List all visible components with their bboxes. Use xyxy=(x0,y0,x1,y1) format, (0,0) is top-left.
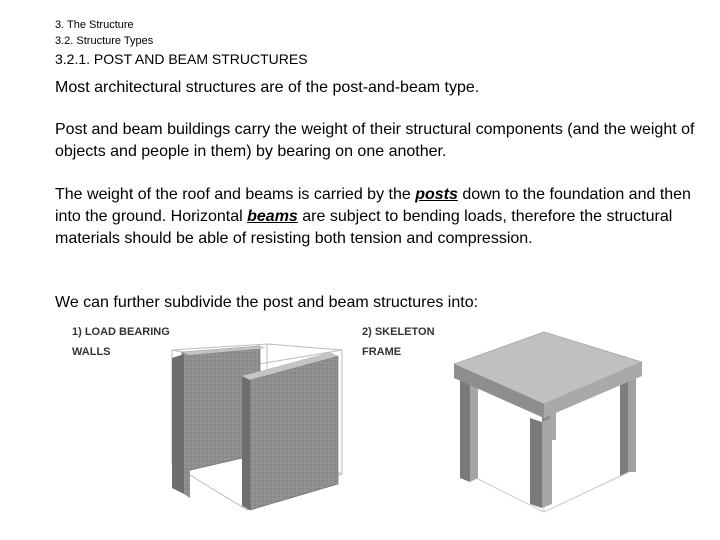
skeleton-frame-illustration xyxy=(444,322,654,514)
breadcrumb-section: 3. The Structure xyxy=(55,19,134,31)
post-beam-description-paragraph: Post and beam buildings carry the weight of their structural components (and the weight of objects and people in them) by bearing on one another. xyxy=(55,121,695,160)
load-path-paragraph xyxy=(55,184,715,250)
skeleton-frame-label: 2) SKELETON FRAME xyxy=(362,326,435,358)
section-heading: 3.2.1. POST AND BEAM STRUCTURES xyxy=(55,51,308,67)
intro-paragraph: Most architectural structures are of the post-and-beam type. xyxy=(55,79,480,96)
load-path-text-2: down to the foundation and then into the ground. Horizontal xyxy=(55,186,691,225)
load-bearing-walls-illustration xyxy=(142,324,442,516)
load-path-text-1: The weight of the roof and beams is carried by the xyxy=(55,186,416,203)
keyword-posts: posts xyxy=(415,186,458,203)
structure-types-figure xyxy=(62,320,652,512)
breadcrumb-subsection: 3.2. Structure Types xyxy=(55,35,154,47)
subdivision-paragraph: We can further subdivide the post and beam structures into: xyxy=(55,294,479,311)
load-path-text-3: are subject to bending loads, therefore the structural materials should be able of resisting both tension and compression. xyxy=(55,208,673,247)
load-bearing-walls-label: 1) LOAD BEARING WALLS xyxy=(72,326,170,358)
keyword-beams: beams xyxy=(247,208,298,225)
